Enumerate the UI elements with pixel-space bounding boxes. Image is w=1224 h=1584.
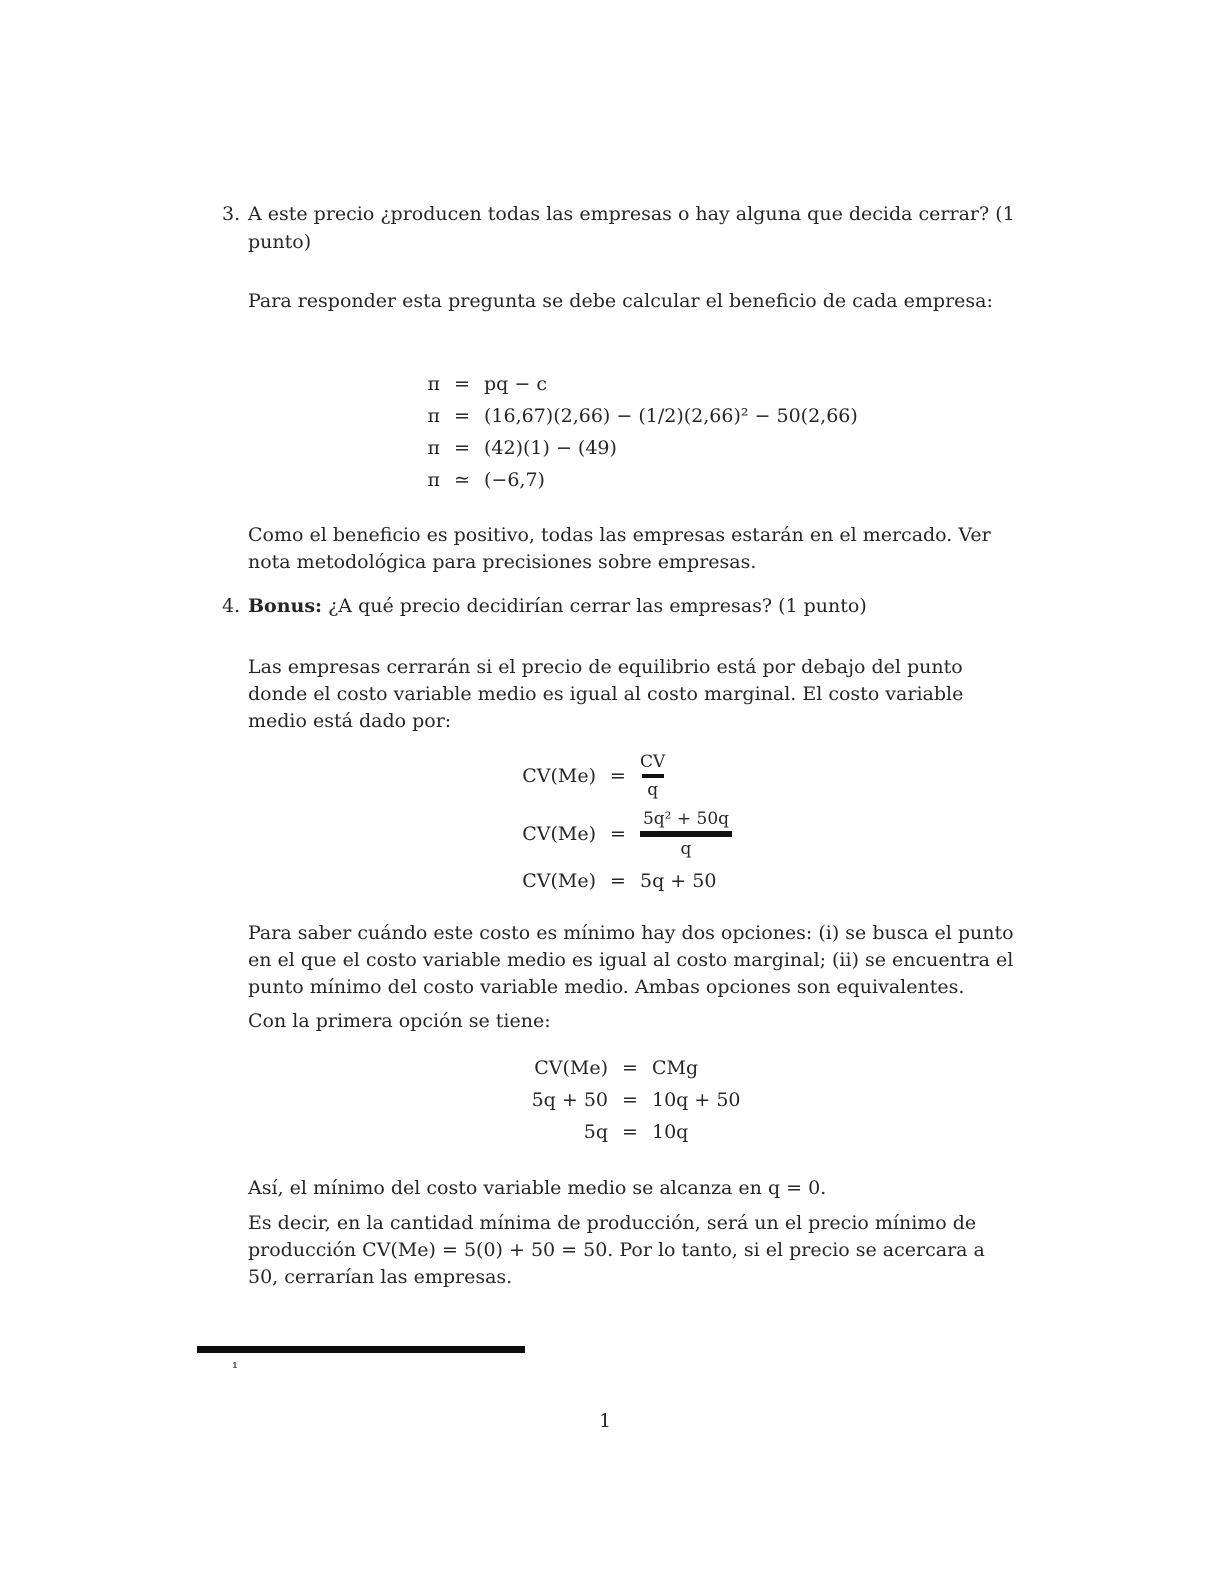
fraction: [640, 809, 732, 859]
fraction-bar: [642, 774, 664, 778]
profit-equations: [420, 368, 858, 496]
question-4: [222, 592, 1022, 620]
equation-row: [420, 464, 858, 496]
eq-lhs: 5q + 50: [531, 1089, 608, 1111]
eq-lhs: 5q: [583, 1121, 608, 1143]
question-number: 4.: [222, 595, 241, 617]
eq-op: =: [610, 823, 626, 845]
eq-op: =: [454, 437, 470, 459]
equation-row: [420, 432, 858, 464]
footnote-marker: ¹: [232, 1359, 239, 1377]
eq-lhs: CV(Me): [534, 1057, 608, 1079]
eq-rhs: (−6,7): [484, 469, 545, 491]
eq-lhs: CV(Me): [522, 823, 596, 845]
eq-rhs: pq − c: [484, 373, 547, 395]
eq-op: =: [622, 1121, 638, 1143]
answer-intro-3: Para responder esta pregunta se debe calcular el beneficio de cada empresa:: [248, 290, 993, 312]
footnote-rule: [197, 1346, 525, 1353]
equation-row: [528, 1084, 741, 1116]
fraction-denominator: q: [680, 839, 692, 859]
cvme-equations: [520, 748, 732, 898]
eq-op: ≃: [454, 469, 470, 491]
eq-rhs: CMg: [652, 1057, 699, 1079]
eq-lhs: CV(Me): [522, 870, 596, 892]
equation-row: [420, 400, 858, 432]
conclusion-3: Como el beneficio es positivo, todas las empresas estarán en el mercado. Ver nota metodológica para precisiones sobre empresas.: [248, 524, 991, 573]
question-text: [248, 592, 1022, 620]
equation-row: [528, 1116, 741, 1148]
eq-op: =: [610, 870, 626, 892]
fraction-denominator: q: [647, 780, 659, 800]
eq-rhs: 5q + 50: [640, 870, 717, 892]
result-line: Así, el mínimo del costo variable medio se alcanza en q = 0.: [248, 1177, 827, 1199]
fraction-numerator: CV: [640, 752, 666, 772]
eq-lhs: π: [427, 405, 440, 427]
equation-row: [528, 1052, 741, 1084]
equation-row: [520, 864, 732, 898]
question-body: ¿A qué precio decidirían cerrar las empresas? (1 punto): [328, 595, 867, 617]
eq-op: =: [622, 1089, 638, 1111]
fraction-numerator: 5q² + 50q: [642, 809, 730, 829]
question-3: [222, 200, 1022, 256]
eq-op: =: [610, 765, 626, 787]
eq-rhs: 10q: [652, 1121, 689, 1143]
equation-row: [520, 804, 732, 864]
eq-rhs: (42)(1) − (49): [484, 437, 617, 459]
eq-lhs: π: [427, 373, 440, 395]
middle-paragraph: Para saber cuándo este costo es mínimo hay dos opciones: (i) se busca el punto en el que el costo variable medio es igual al costo marginal; (ii) se encuentra el punto mínimo del costo variable medio. Ambas opciones son equivalentes.: [248, 922, 1014, 998]
fraction: [640, 752, 665, 800]
fraction-bar: [640, 831, 732, 837]
eq-rhs: 10q + 50: [652, 1089, 741, 1111]
eq-op: =: [454, 405, 470, 427]
question-number: 3.: [222, 203, 241, 225]
page-number: 1: [598, 1410, 612, 1432]
option-label: Con la primera opción se tiene:: [248, 1010, 551, 1032]
bonus-label: Bonus:: [248, 595, 323, 617]
closing-paragraph: Es decir, en la cantidad mínima de producción, será un el precio mínimo de producción CV(Me) = 5(0) + 50 = 50. Por lo tanto, si el precio se acercara a 50, cerrarían las empresas.: [248, 1212, 985, 1288]
answer-intro-4: Las empresas cerrarán si el precio de equilibrio está por debajo del punto donde el costo variable medio es igual al costo marginal. El costo variable medio está dado por:: [248, 656, 964, 732]
eq-lhs: CV(Me): [522, 765, 596, 787]
eq-lhs: π: [427, 469, 440, 491]
equation-row: [420, 368, 858, 400]
eq-rhs: (16,67)(2,66) − (1/2)(2,66)² − 50(2,66): [484, 405, 858, 427]
minimum-equations: [528, 1052, 741, 1148]
eq-lhs: π: [427, 437, 440, 459]
eq-op: =: [622, 1057, 638, 1079]
question-text: A este precio ¿producen todas las empresas o hay alguna que decida cerrar? (1 punto): [248, 203, 1015, 253]
equation-row: [520, 748, 732, 804]
eq-op: =: [454, 373, 470, 395]
